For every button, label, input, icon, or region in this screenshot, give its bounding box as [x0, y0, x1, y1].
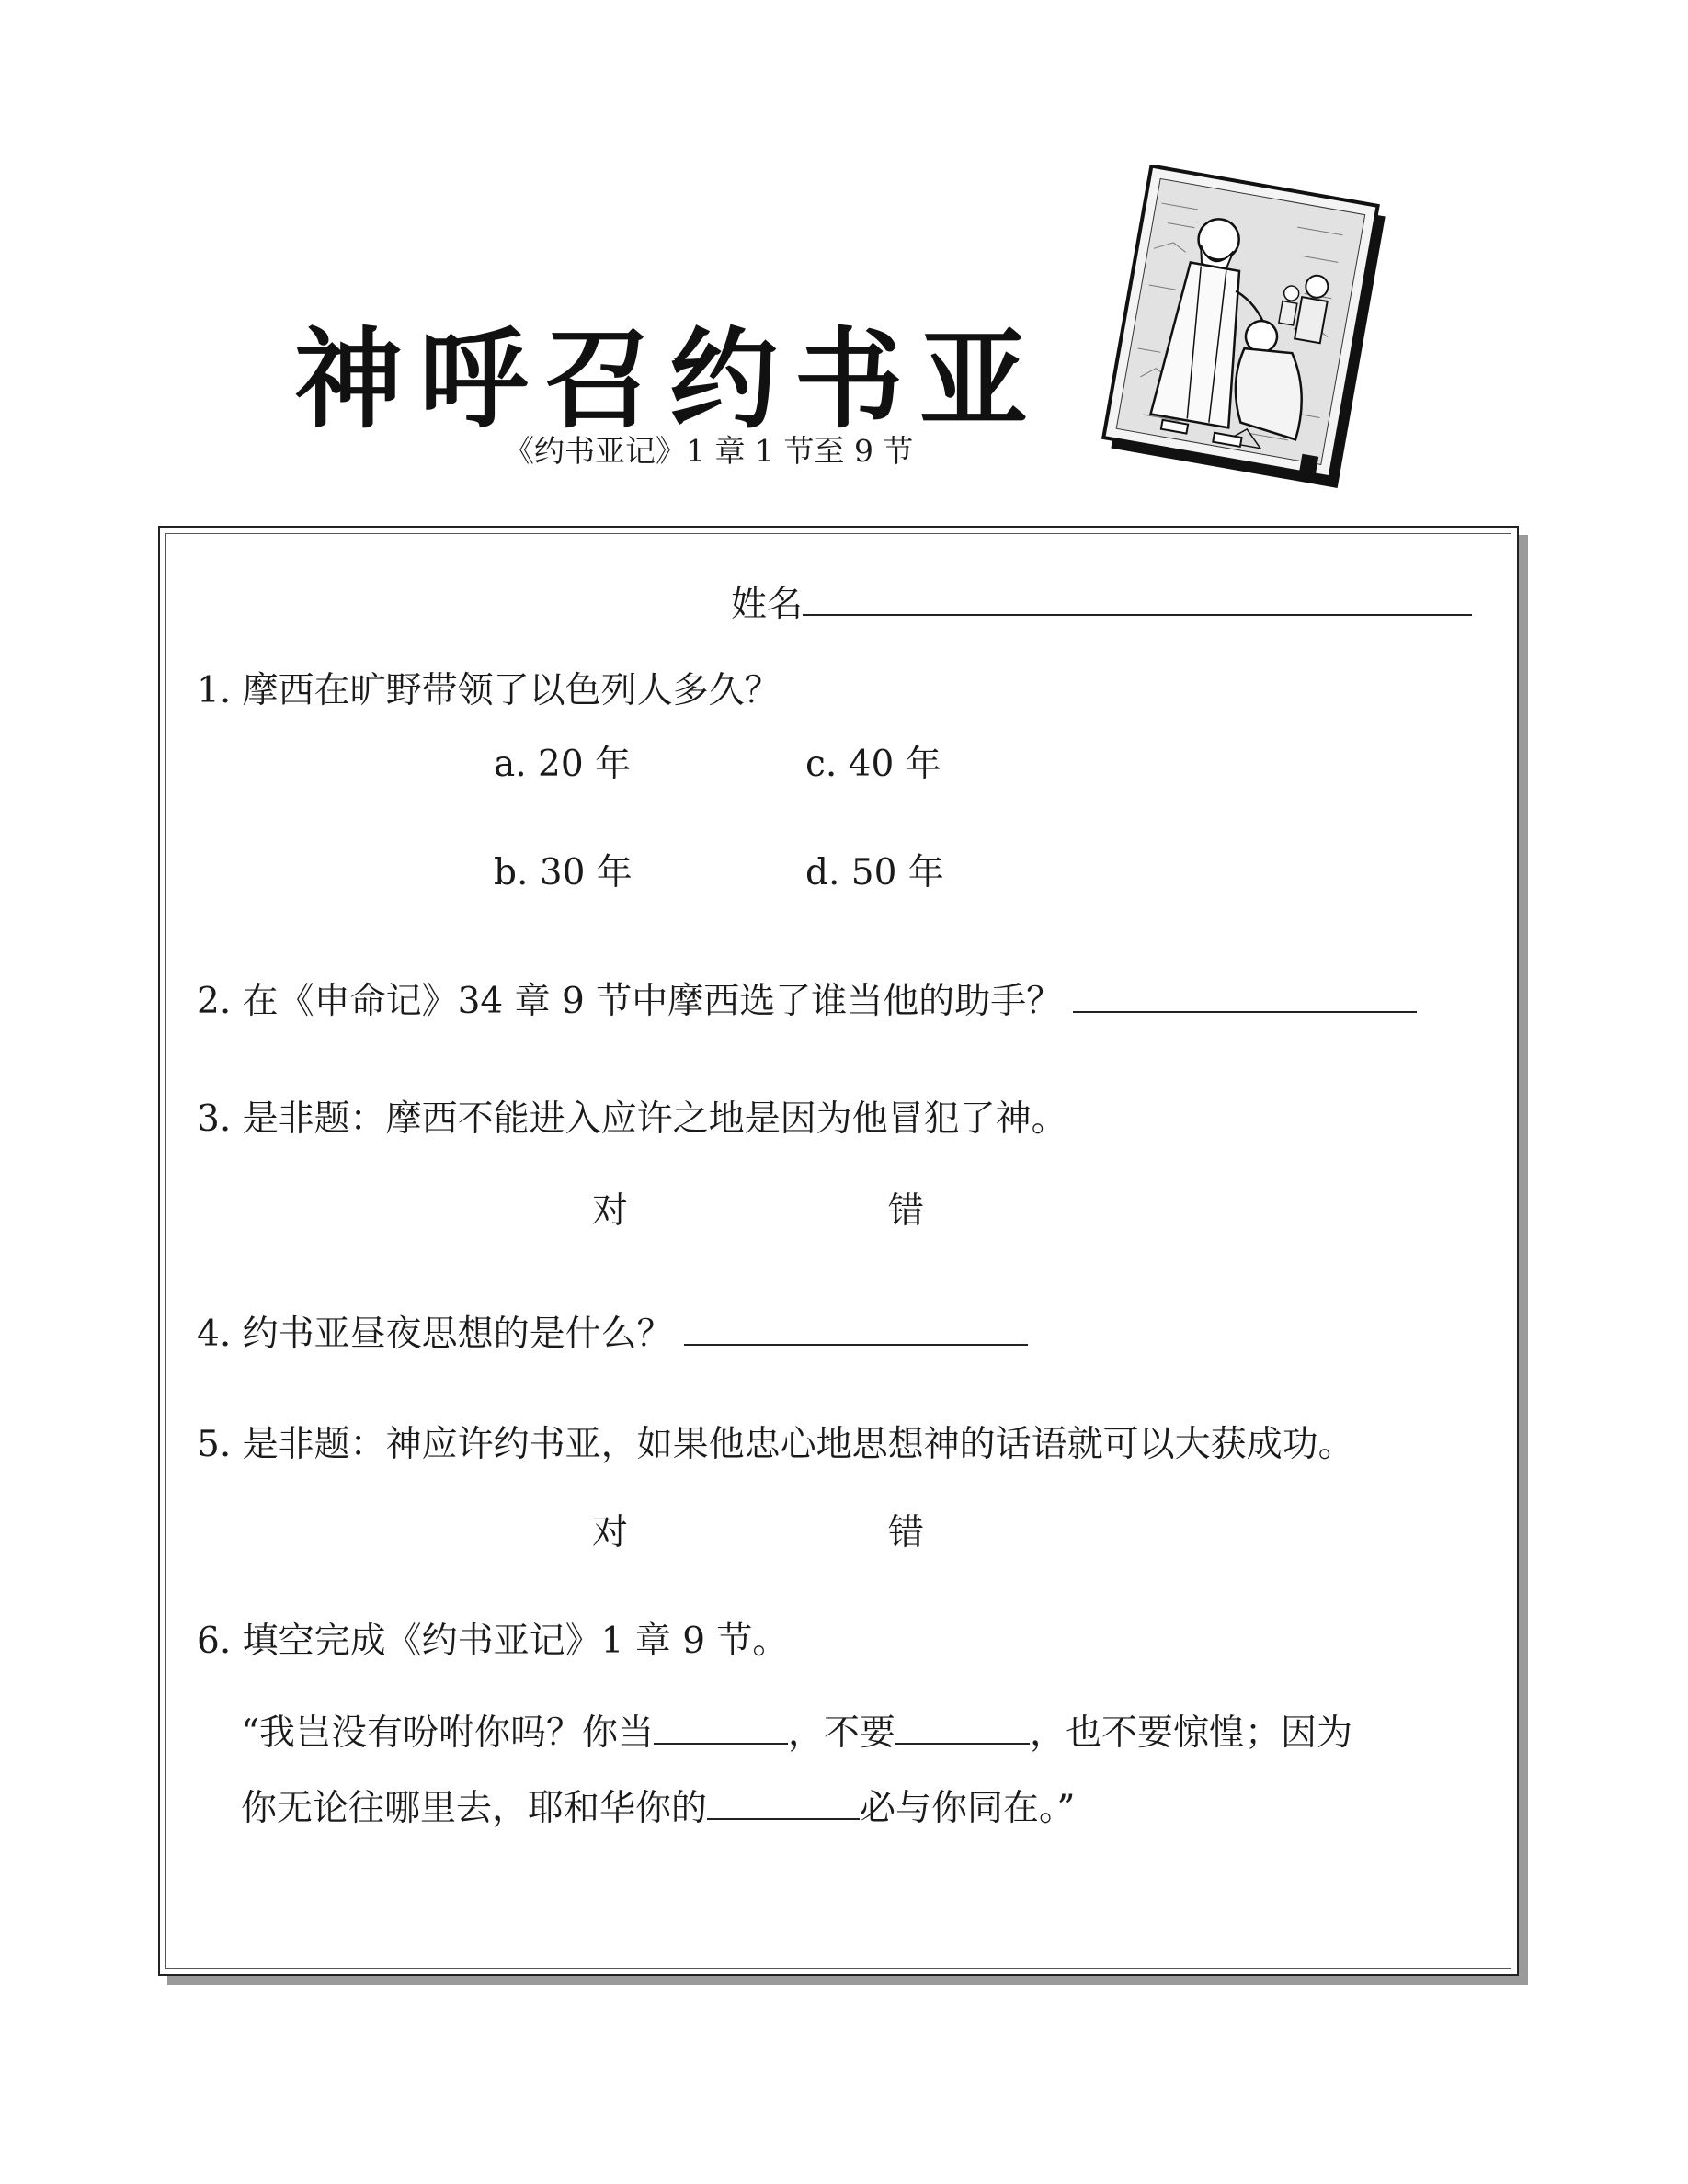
q6-quote-line-2: [241, 1780, 1075, 1831]
q5-true-option[interactable]: 对: [592, 1512, 629, 1553]
question-1: 1. 摩西在旷野带领了以色列人多久？: [197, 670, 781, 711]
scripture-reference: 《约书亚记》1 章 1 节至 9 节: [504, 433, 914, 469]
q6-blank-2[interactable]: [895, 1712, 1030, 1745]
page-title: 神呼召约书亚: [294, 316, 1045, 443]
question-6: 6. 填空完成《约书亚记》1 章 9 节。: [197, 1621, 789, 1662]
question-4-text: 4. 约书亚昼夜思想的是什么？: [197, 1314, 673, 1355]
q6-line1-part-c: ，也不要惊惶；因为: [1029, 1712, 1352, 1754]
q1-option-b[interactable]: b. 30 年: [494, 852, 633, 893]
question-5: 5. 是非题：神应许约书亚，如果他忠心地思想神的话语就可以大获成功。: [197, 1424, 1354, 1465]
q5-false-option[interactable]: 错: [888, 1512, 925, 1553]
q1-option-d[interactable]: d. 50 年: [805, 852, 944, 893]
q3-false-option[interactable]: 错: [888, 1190, 925, 1232]
q6-line2-part-b: 必与你同在。”: [860, 1788, 1076, 1829]
q6-blank-1[interactable]: [654, 1712, 788, 1745]
q6-line2-part-a: 你无论往哪里去，耶和华你的: [241, 1788, 708, 1829]
name-label: 姓名: [731, 584, 804, 625]
q6-line1-part-a: “我岂没有吩咐你吗？你当: [241, 1712, 654, 1754]
question-3: 3. 是非题：摩西不能进入应许之地是因为他冒犯了神。: [197, 1098, 1067, 1140]
q6-quote-line-1: [241, 1704, 1352, 1756]
q2-answer-line[interactable]: [1073, 980, 1417, 1013]
name-line[interactable]: [803, 583, 1472, 616]
q4-answer-line[interactable]: [684, 1313, 1028, 1346]
q3-true-option[interactable]: 对: [592, 1190, 629, 1232]
q6-line1-part-b: ，不要: [787, 1712, 895, 1754]
q6-blank-3[interactable]: [707, 1787, 860, 1820]
question-2-text: 2. 在《申命记》34 章 9 节中摩西选了谁当他的助手？: [197, 981, 1063, 1022]
q1-option-c[interactable]: c. 40 年: [805, 744, 941, 785]
bible-scene-illustration: [1094, 165, 1407, 506]
question-4: [197, 1305, 1028, 1357]
q1-option-a[interactable]: a. 20 年: [494, 744, 632, 785]
name-field[interactable]: [731, 575, 1472, 627]
question-2: [197, 973, 1417, 1024]
